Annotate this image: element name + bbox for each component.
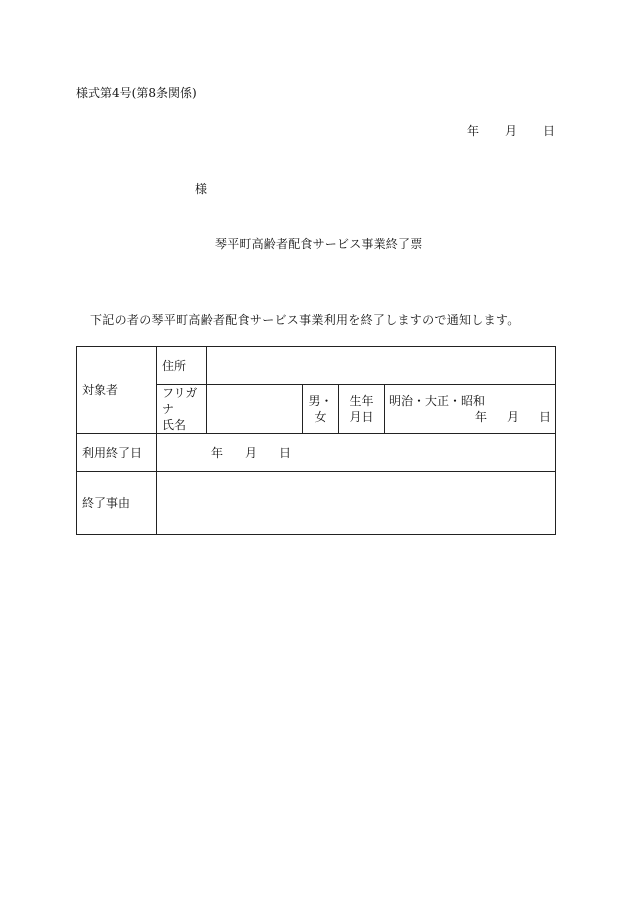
- name-label: 氏名: [162, 418, 187, 432]
- name-field[interactable]: [207, 385, 303, 434]
- birthdate-label: 生年月日: [339, 385, 385, 434]
- addressee-suffix: 様: [195, 182, 208, 196]
- end-reason-label: 終了事由: [77, 472, 157, 535]
- end-year: 年: [211, 445, 224, 460]
- era-options: 明治・大正・昭和: [389, 394, 486, 408]
- end-day: 日: [279, 445, 292, 460]
- subject-label: 対象者: [77, 347, 157, 434]
- date-line: [467, 122, 555, 139]
- termination-form-table: [76, 346, 556, 535]
- birth-month: 月: [506, 410, 519, 424]
- document-title: 琴平町高齢者配食サービス事業終了票: [215, 237, 423, 251]
- name-label-cell: [157, 385, 207, 434]
- birthdate-ymd: [389, 409, 551, 425]
- birthdate-field[interactable]: [385, 385, 556, 434]
- sex-field[interactable]: 男・女: [303, 385, 339, 434]
- address-field[interactable]: [207, 347, 556, 385]
- birth-day: 日: [538, 410, 551, 424]
- end-date-label: 利用終了日: [77, 434, 157, 472]
- furigana-label: フリガナ: [162, 386, 198, 416]
- date-month: 月: [505, 124, 518, 138]
- end-date-field[interactable]: [157, 434, 556, 472]
- date-day: 日: [543, 124, 556, 138]
- notice-text: 下記の者の琴平町高齢者配食サービス事業利用を終了しますので通知します。: [90, 313, 520, 327]
- end-month: 月: [245, 445, 258, 460]
- end-reason-field[interactable]: [157, 472, 556, 535]
- form-number: 様式第4号(第8条関係): [76, 86, 197, 100]
- address-label: 住所: [157, 347, 207, 385]
- date-year: 年: [467, 124, 480, 138]
- birth-year: 年: [474, 410, 487, 424]
